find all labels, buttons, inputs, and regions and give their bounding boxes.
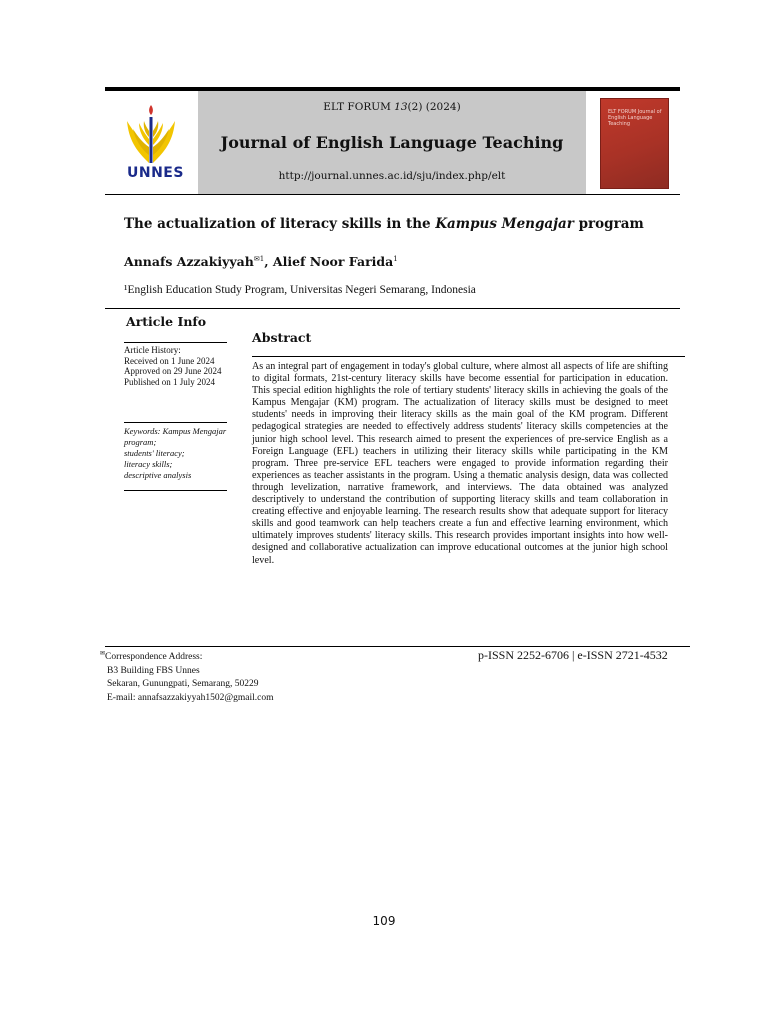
email-address[interactable]: E-mail: annafsazzakiyyah1502@gmail.com (107, 692, 274, 703)
issn: p-ISSN 2252-6706 | e-ISSN 2721-4532 (478, 648, 668, 662)
paper-title: The actualization of literacy skills in the Kampus Mengajar program (124, 216, 644, 232)
journal-masthead (198, 91, 586, 194)
abstract-text: As an integral part of engagement in today's global culture, where almost all aspects of life are shifting to digital formats, 21st-century literacy skills have become essential for participation in education. This special edition highlights the role of tertiary students' literacy skills in achieving the goals of the Kampus Mengajar (KM) program. The actualization of literacy skills must be designed to meet students' needs in improving their literacy skills as the main goal of the KM program. Different pedagogical strategies are needed to effectively address students' literacy skills competencies at the junior high school level. This research aimed to present the experiences of pre-service English as a Foreign Language (EFL) teachers in utilizing their literacy skills while participating in the KM program. Three pre-service EFL teachers were engaged to provide information regarding their experiences as teacher assistants in the program. Using a thematic analysis design, data was collected through levelization, narrative framework, and interviews. The data obtained was analyzed descriptively to understand the contribution of supporting literacy skills and team collaboration in creating effective and enjoyable learning. The research results show that adequate support for literacy skills and good teamwork can help teachers create a fun and effective learning environment, which ultimately improves students' literacy skills. This research provides important insights into how well-designed and collaborative actualization can improve educational outcomes at the junior high school level. (252, 361, 668, 566)
unnes-logo-text: UNNES (127, 165, 184, 181)
journal-url[interactable]: http://journal.unnes.ac.id/sju/index.php/elt (278, 170, 506, 182)
page-number: 109 (372, 914, 396, 928)
envelope-icon: ✉1 (253, 254, 265, 263)
journal-cover-image (600, 98, 669, 189)
unnes-emblem-icon (105, 91, 198, 166)
footer-rule (105, 646, 690, 647)
journal-issue: ELT FORUM 13(2) (2024) (323, 101, 461, 113)
divider (252, 356, 685, 357)
article-history: Article History: Received on 1 June 2024 Approved on 29 June 2024 Published on 1 July 2024 (124, 345, 222, 387)
article-info-heading: Article Info (126, 314, 207, 329)
journal-cover (586, 91, 680, 194)
divider (124, 490, 227, 491)
cover-text: ELT FORUM Journal of English Language Teaching (608, 109, 662, 127)
journal-header (105, 91, 680, 195)
divider (124, 422, 227, 423)
abstract-heading: Abstract (252, 330, 312, 345)
keywords: Keywords: Kampus Mengajar program; students' literacy; literacy skills; descriptive analysis (124, 426, 227, 480)
divider (124, 342, 227, 343)
unnes-logo (105, 91, 198, 194)
journal-name: Journal of English Language Teaching (220, 133, 564, 152)
correspondence-address: ✉Correspondence Address: B3 Building FBS Unnes Sekaran, Gunungpati, Semarang, 50229 E-mail: annafsazzakiyyah1502@gmail.com (100, 648, 274, 705)
divider (105, 308, 680, 309)
envelope-icon: ✉ (100, 651, 106, 657)
affiliation: ¹English Education Study Program, Universitas Negeri Semarang, Indonesia (124, 284, 476, 296)
author-list: Annafs Azzakiyyah$^{✉1}$, Alief Noor Farida$^1$ (124, 254, 398, 269)
